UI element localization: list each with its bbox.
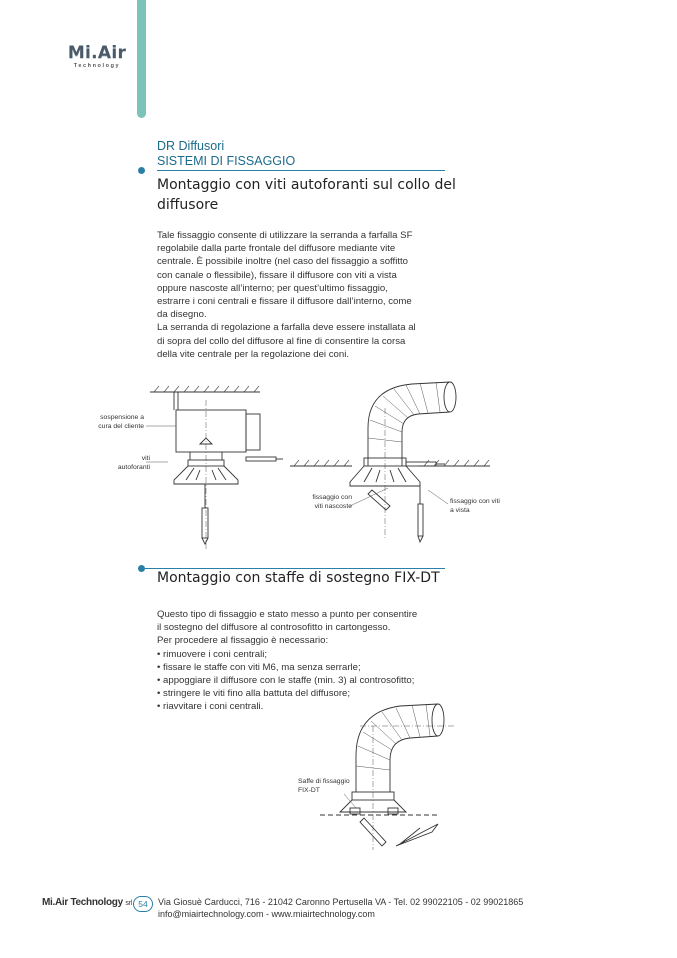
- list-item: • appoggiare il diffusore con le staffe (min. 3) al controsofitto;: [157, 675, 415, 687]
- section2-paragraph: [157, 608, 457, 714]
- label-line: fissaggio con: [312, 494, 352, 501]
- label-fixdt-brackets: [298, 778, 350, 795]
- section-bullet-icon: [138, 167, 145, 174]
- paragraph-line: centrale. È possibile inoltre (nel caso del fissaggio a soffitto: [157, 256, 408, 268]
- paragraph-line: regolabile dalla parte frontale del diffusore mediante vite: [157, 243, 396, 255]
- label-line: sospensione a: [100, 414, 144, 421]
- label-self-drilling-screws: [104, 455, 150, 472]
- category-line-1: DR Diffusori: [157, 139, 225, 153]
- label-line: autoforanti: [117, 463, 150, 471]
- footer-address: Via Giosuè Carducci, 716 - 21042 Caronno Pertusella VA - Tel. 02 99022105 - 02 99021865: [158, 897, 524, 907]
- section1-paragraph: [157, 229, 457, 361]
- paragraph-line: con canale o flessibile), fissare il diffusore con viti a vista: [157, 269, 397, 281]
- page-number: 54: [133, 896, 153, 912]
- paragraph-line: Per procedere al fissaggio è necessario:: [157, 635, 329, 647]
- label-line: cura del cliente: [98, 422, 144, 430]
- list-item: • fissare le staffe con viti M6, ma senza serrarle;: [157, 661, 361, 673]
- label-hidden-screws: [280, 494, 352, 511]
- category-rule: [157, 170, 445, 171]
- header-accent-bar: [137, 0, 146, 118]
- label-line: FIX-DT: [298, 786, 320, 794]
- logo-tagline: Technology: [73, 63, 121, 69]
- paragraph-line: di sopra del collo del diffusore al fine di consentire la corsa: [157, 335, 406, 347]
- list-item: • riavvitare i coni centrali.: [157, 701, 264, 713]
- footer-brand-name: Mi.Air Technology: [42, 897, 123, 908]
- footer-brand-suffix: srl: [125, 900, 132, 907]
- footer-contact: [158, 897, 523, 920]
- brand-logo: [62, 44, 132, 69]
- label-visible-screws: [450, 498, 520, 515]
- category-line-2: SISTEMI DI FISSAGGIO: [157, 154, 296, 168]
- paragraph-line: della vite centrale per la regolazione dei coni.: [157, 348, 349, 360]
- label-line: viti: [141, 455, 150, 462]
- label-suspension: [94, 414, 144, 431]
- footer-brand: [42, 897, 132, 908]
- logo-wordmark: Mi.Air: [67, 43, 127, 63]
- list-item: • rimuovere i coni centrali;: [157, 648, 267, 660]
- paragraph-line: estrarre i coni centrali e fissare il diffusore dall’interno, come: [157, 296, 412, 308]
- paragraph-line: da disegno.: [157, 309, 207, 321]
- section1-title-line-1: Montaggio con viti autoforanti sul collo del: [157, 177, 456, 193]
- label-line: viti nascoste: [314, 502, 352, 510]
- duct-bend-diffuser-diagram: [290, 378, 510, 548]
- paragraph-line: il sostegno del diffusore al controsofitto in cartongesso.: [157, 622, 391, 634]
- section-bullet-icon: [138, 565, 145, 572]
- paragraph-line: La serranda di regolazione a farfalla deve essere installata al: [157, 322, 416, 334]
- section1-title: [157, 175, 456, 215]
- section1-title-line-2: diffusore: [157, 197, 219, 213]
- paragraph-line: Questo tipo di fissaggio e stato messo a punto per consentire: [157, 609, 418, 620]
- category-heading: [157, 139, 295, 169]
- paragraph-line: Tale fissaggio consente di utilizzare la serranda a farfalla SF: [157, 230, 413, 241]
- label-line: Saffe di fissaggio: [298, 778, 350, 785]
- paragraph-line: oppure nascoste all’interno; per quest’ultimo fissaggio,: [157, 282, 388, 294]
- footer-web[interactable]: info@miairtechnology.com - www.miairtechnology.com: [158, 908, 375, 919]
- label-line: fissaggio con viti: [450, 498, 500, 505]
- list-item: • stringere le viti fino alla battuta del diffusore;: [157, 688, 351, 700]
- label-line: a vista: [450, 506, 470, 514]
- section2-title: Montaggio con staffe di sostegno FIX-DT: [157, 570, 440, 586]
